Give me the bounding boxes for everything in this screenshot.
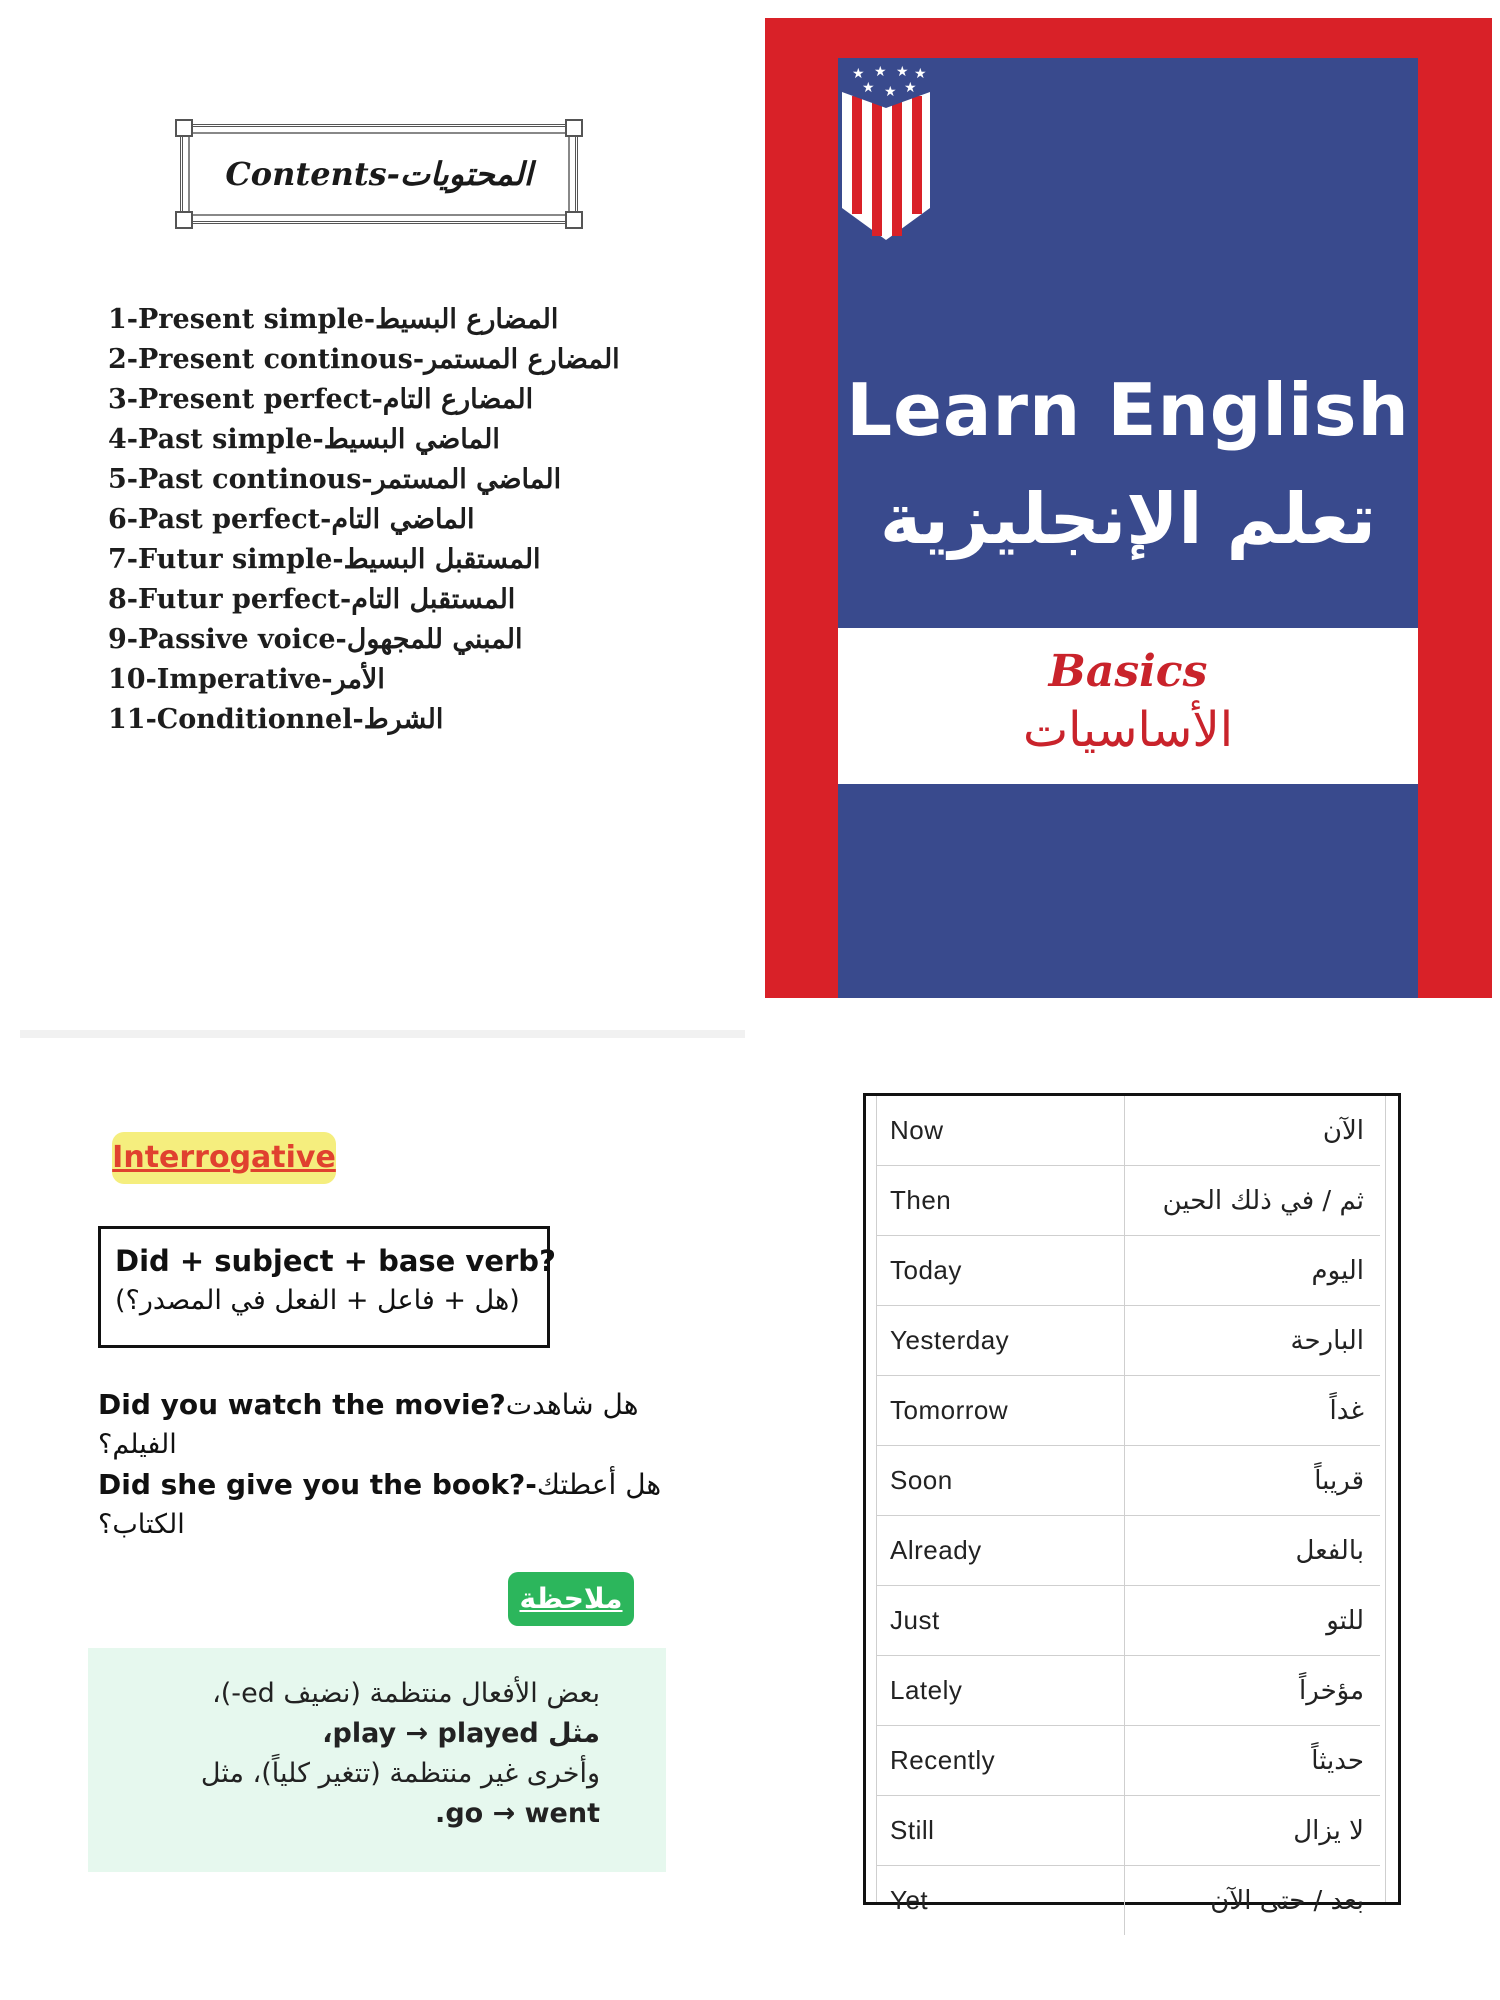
vocab-table-body [876,1096,1380,1935]
word-arabic: بالفعل [1125,1516,1381,1586]
table-row [876,1236,1380,1306]
example-arabic: هل أعطتك [536,1468,662,1501]
example-line [98,1385,658,1425]
word-english: Yesterday [876,1306,1125,1376]
word-english: Now [876,1096,1125,1166]
cover-blue-panel [838,58,1418,998]
word-english: Tomorrow [876,1376,1125,1446]
table-row [876,1796,1380,1866]
cover-title-english: Learn English [846,368,1410,452]
book-cover [765,18,1492,998]
svg-text:★: ★ [884,84,897,100]
word-english: Lately [876,1656,1125,1726]
formula-box [98,1226,556,1348]
word-arabic: ثم / في ذلك الحين [1125,1166,1381,1236]
toc-item: 4-Past simple-الماضي البسيط [108,424,500,455]
cover-subtitle-english: Basics [1048,646,1208,697]
word-arabic: بعد / حتى الآن [1210,1885,1364,1916]
example-line [98,1465,662,1505]
table-row [876,1376,1380,1446]
word-english: Still [876,1796,1125,1866]
interrogative-badge [112,1132,336,1184]
word-arabic: للتو [1125,1586,1381,1656]
remark-line: وأخرى غير منتظمة (تتغير كلياً)، مثل [200,1758,600,1789]
table-row [876,1586,1380,1656]
cover-white-band [838,628,1418,784]
grammar-note-page [20,1040,750,1990]
word-arabic: الآن [1125,1096,1381,1166]
word-arabic: مؤخراً [1125,1656,1381,1726]
svg-text:★: ★ [862,80,875,96]
table-row [876,1096,1380,1166]
toc-item: 3-Present perfect-المضارع التام [108,384,534,415]
table-row [876,1446,1380,1516]
table-row [876,1516,1380,1586]
cover-title-arabic: تعلم الإنجليزية [880,478,1376,560]
us-flag-shield-icon [838,58,934,240]
toc-item: 5-Past continous-الماضي المستمر [108,464,562,495]
contents-title: Contents-المحتويات [225,155,533,193]
svg-text:★: ★ [904,80,917,96]
time-words-table [863,1093,1401,1916]
frame-ornament [175,119,193,137]
contents-title-frame [180,124,578,224]
toc-item: 9-Passive voice-المبني للمجهول [108,624,523,655]
toc-item: 10-Imperative-الأمر [108,664,385,695]
table-row [876,1726,1380,1796]
table-border-line [1385,1096,1386,1902]
svg-text:★: ★ [896,64,909,80]
word-arabic: قريباً [1125,1446,1381,1516]
table-row [876,1866,1380,1936]
remark-line: go → went. [435,1798,600,1829]
example-arabic: هل شاهدت [505,1388,639,1421]
remark-badge: ملاحظة [508,1572,634,1626]
table-of-contents [108,300,620,740]
example-english: Did you watch the movie? [98,1388,506,1421]
word-english: Then [876,1166,1125,1236]
page-divider [20,1030,745,1038]
interrogative-label: Interrogative [112,1140,336,1175]
svg-text:★: ★ [914,66,927,82]
word-english: Today [876,1236,1125,1306]
word-english: Yet [876,1866,1125,1936]
word-english: Recently [876,1726,1125,1796]
table-row [876,1166,1380,1236]
formula-arabic: (هل + فاعل + الفعل في المصدر؟) [115,1285,520,1316]
word-english: Just [876,1586,1125,1656]
word-english: Soon [876,1446,1125,1516]
toc-item: 11-Conditionnel-الشرط [108,704,444,735]
toc-item: 2-Present continous-المضارع المستمر [108,344,620,375]
formula-english: Did + subject + base verb? [115,1244,556,1278]
toc-item: 6-Past perfect-الماضي التام [108,504,475,535]
remark-line: مثل play → played، [322,1718,600,1749]
word-arabic: حديثاً [1125,1726,1381,1796]
toc-item: 7-Futur simple-المستقبل البسيط [108,544,541,575]
remark-line: بعض الأفعال منتظمة (نضيف ed-)، [212,1678,600,1709]
vocab-table [876,1096,1380,1935]
toc-item: 8-Futur perfect-المستقبل التام [108,584,516,615]
cover-subtitle-arabic: الأساسيات [1022,702,1234,758]
table-row [876,1656,1380,1726]
example-arabic-continued: الكتاب؟ [98,1509,185,1540]
toc-item: 1-Present simple-المضارع البسيط [108,304,559,335]
remark-box [88,1648,666,1872]
word-english: Already [876,1516,1125,1586]
word-arabic: اليوم [1125,1236,1381,1306]
example-english: Did she give you the book?- [98,1468,537,1501]
table-row [876,1306,1380,1376]
remark-text [140,1674,600,1834]
examples [98,1385,662,1545]
frame-ornament [565,119,583,137]
frame-ornament [565,211,583,229]
contents-page [20,20,750,1020]
word-arabic: غداً [1125,1376,1381,1446]
word-arabic: البارحة [1125,1306,1381,1376]
word-arabic: لا يزال [1125,1796,1381,1866]
frame-ornament [175,211,193,229]
svg-text:★: ★ [852,66,865,82]
example-arabic-continued: الفيلم؟ [98,1429,177,1460]
svg-text:★: ★ [874,64,887,80]
